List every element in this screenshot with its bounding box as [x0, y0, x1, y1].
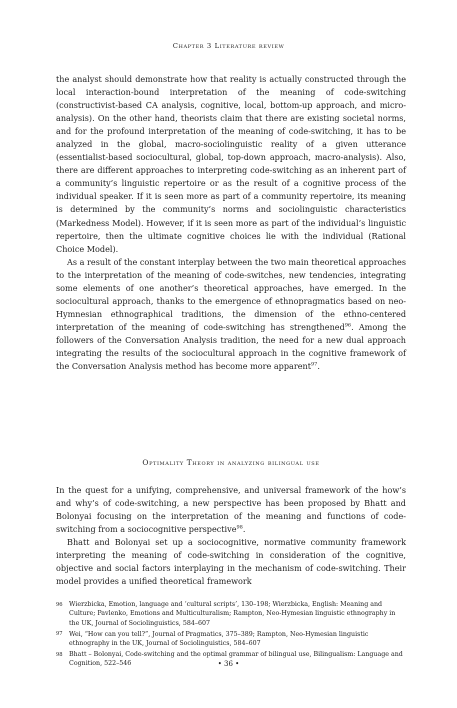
footnote-ref-98[interactable]: 98 — [236, 524, 243, 531]
footnote-text: Bhatt – Bolonyai, Code-switching and the optimal grammar of bilingual use, Bilingualism: Language and Cognition, 522–546 — [69, 651, 403, 668]
footnote-text: Wei, “How can you tell?”, Journal of Pragmatics, 375–389; Rampton, Neo-Hymesian linguistic ethnography in the UK, Journal of Sociolinguistics, 584–607 — [69, 630, 369, 648]
footnote-number: 98 — [56, 651, 63, 658]
footnote — [56, 600, 406, 628]
page-number: • 36 • — [217, 660, 240, 668]
paragraph-3-text-a: In the quest for a unifying, comprehensive, and universal framework of the how’s and why’s of code-switching, a new perspective has been proposed by Bhatt and Bolonyai focusing on the interpretation of the meaning and functions of code-switching from a sociocognitive perspective — [56, 485, 406, 535]
paragraph-2 — [56, 256, 406, 373]
paragraph-3 — [56, 484, 406, 536]
footnote-text: Wierzbicka, Emotion, language and ‘cultural scripts’, 130–198; Wierzbicka, English: Meaning and Culture; Pavlenko, Emotions and Multiculturalism; Rampton, Neo-Hymesian linguistic ethnography in the UK, Journal of Sociolinguistics, 584–607 — [69, 601, 396, 627]
footnote-ref-97[interactable]: 97 — [310, 361, 318, 368]
paragraph-2-text-a: As a result of the constant interplay between the two main theoretical approaches to the interpretation of the meaning of code-switches, new tendencies, integrating some elements of one another’s theoretical approaches, have emerged. In the sociocultural approach, thanks to the emergence of ethnopragmatics based on neo-Hymnesian ethnographical traditions, the dimension of the ethno-centered interpretation of the meaning of code-switching has strengthened — [56, 256, 406, 332]
footnote-number: 97 — [56, 631, 63, 638]
paragraph-2-text-b: . Among the followers of the Conversation Analysis tradition, the need for a new dual approach integrating the results of the sociocultural approach in the cognitive framework of the Conversation Analysis method has become more apparent — [56, 321, 406, 372]
footnote — [56, 630, 406, 649]
running-head: Chapter 3 Literature review — [172, 42, 285, 50]
body-text-section-2 — [56, 484, 406, 588]
paragraph-3-text-b: . — [242, 524, 246, 535]
body-text-section-1 — [56, 73, 406, 373]
footnote-number: 96 — [56, 601, 63, 608]
footnote-ref-96[interactable]: 96 — [344, 322, 352, 329]
paragraph-2-text-c: . — [317, 361, 320, 372]
paragraph-4: Bhatt and Bolonyai set up a sociocognitive, normative community framework interpreting the meaning of code-switching in consideration of the cognitive, objective and social factors interplaying in the mechanism of code-switching. Their model provides a unified theoretical framework — [56, 537, 406, 587]
paragraph-1: the analyst should demonstrate how that reality is actually constructed through the local interaction-bound interpretation of the meaning of code-switching (constructivist-based CA analysis, cognitive, local, bottom-up approach, and micro-analysis). On the other hand, theorists claim that there are existing societal norms, and for the profound interpretation of the meaning of code-switching, it has to be analyzed in the global, macro-sociolinguistic reality of a given utterance (essentialist-based sociocultural, global, top-down approach, macro-analysis). Also, there are different approaches to interpreting code-switching as an inherent part of a community’s linguistic repertoire or as the result of a cognitive process of the individual speaker. If it is seen more as part of a community repertoire, its meaning is determined by the community’s norms and sociolinguistic characteristics (Markedness Model). However, if it is seen more as part of the individual’s linguistic repertoire, then the ultimate cognitive choices lie with the individual (Rational Choice Model). — [56, 74, 406, 254]
section-heading: Optimality Theory in analyzing bilingual use — [142, 458, 320, 467]
